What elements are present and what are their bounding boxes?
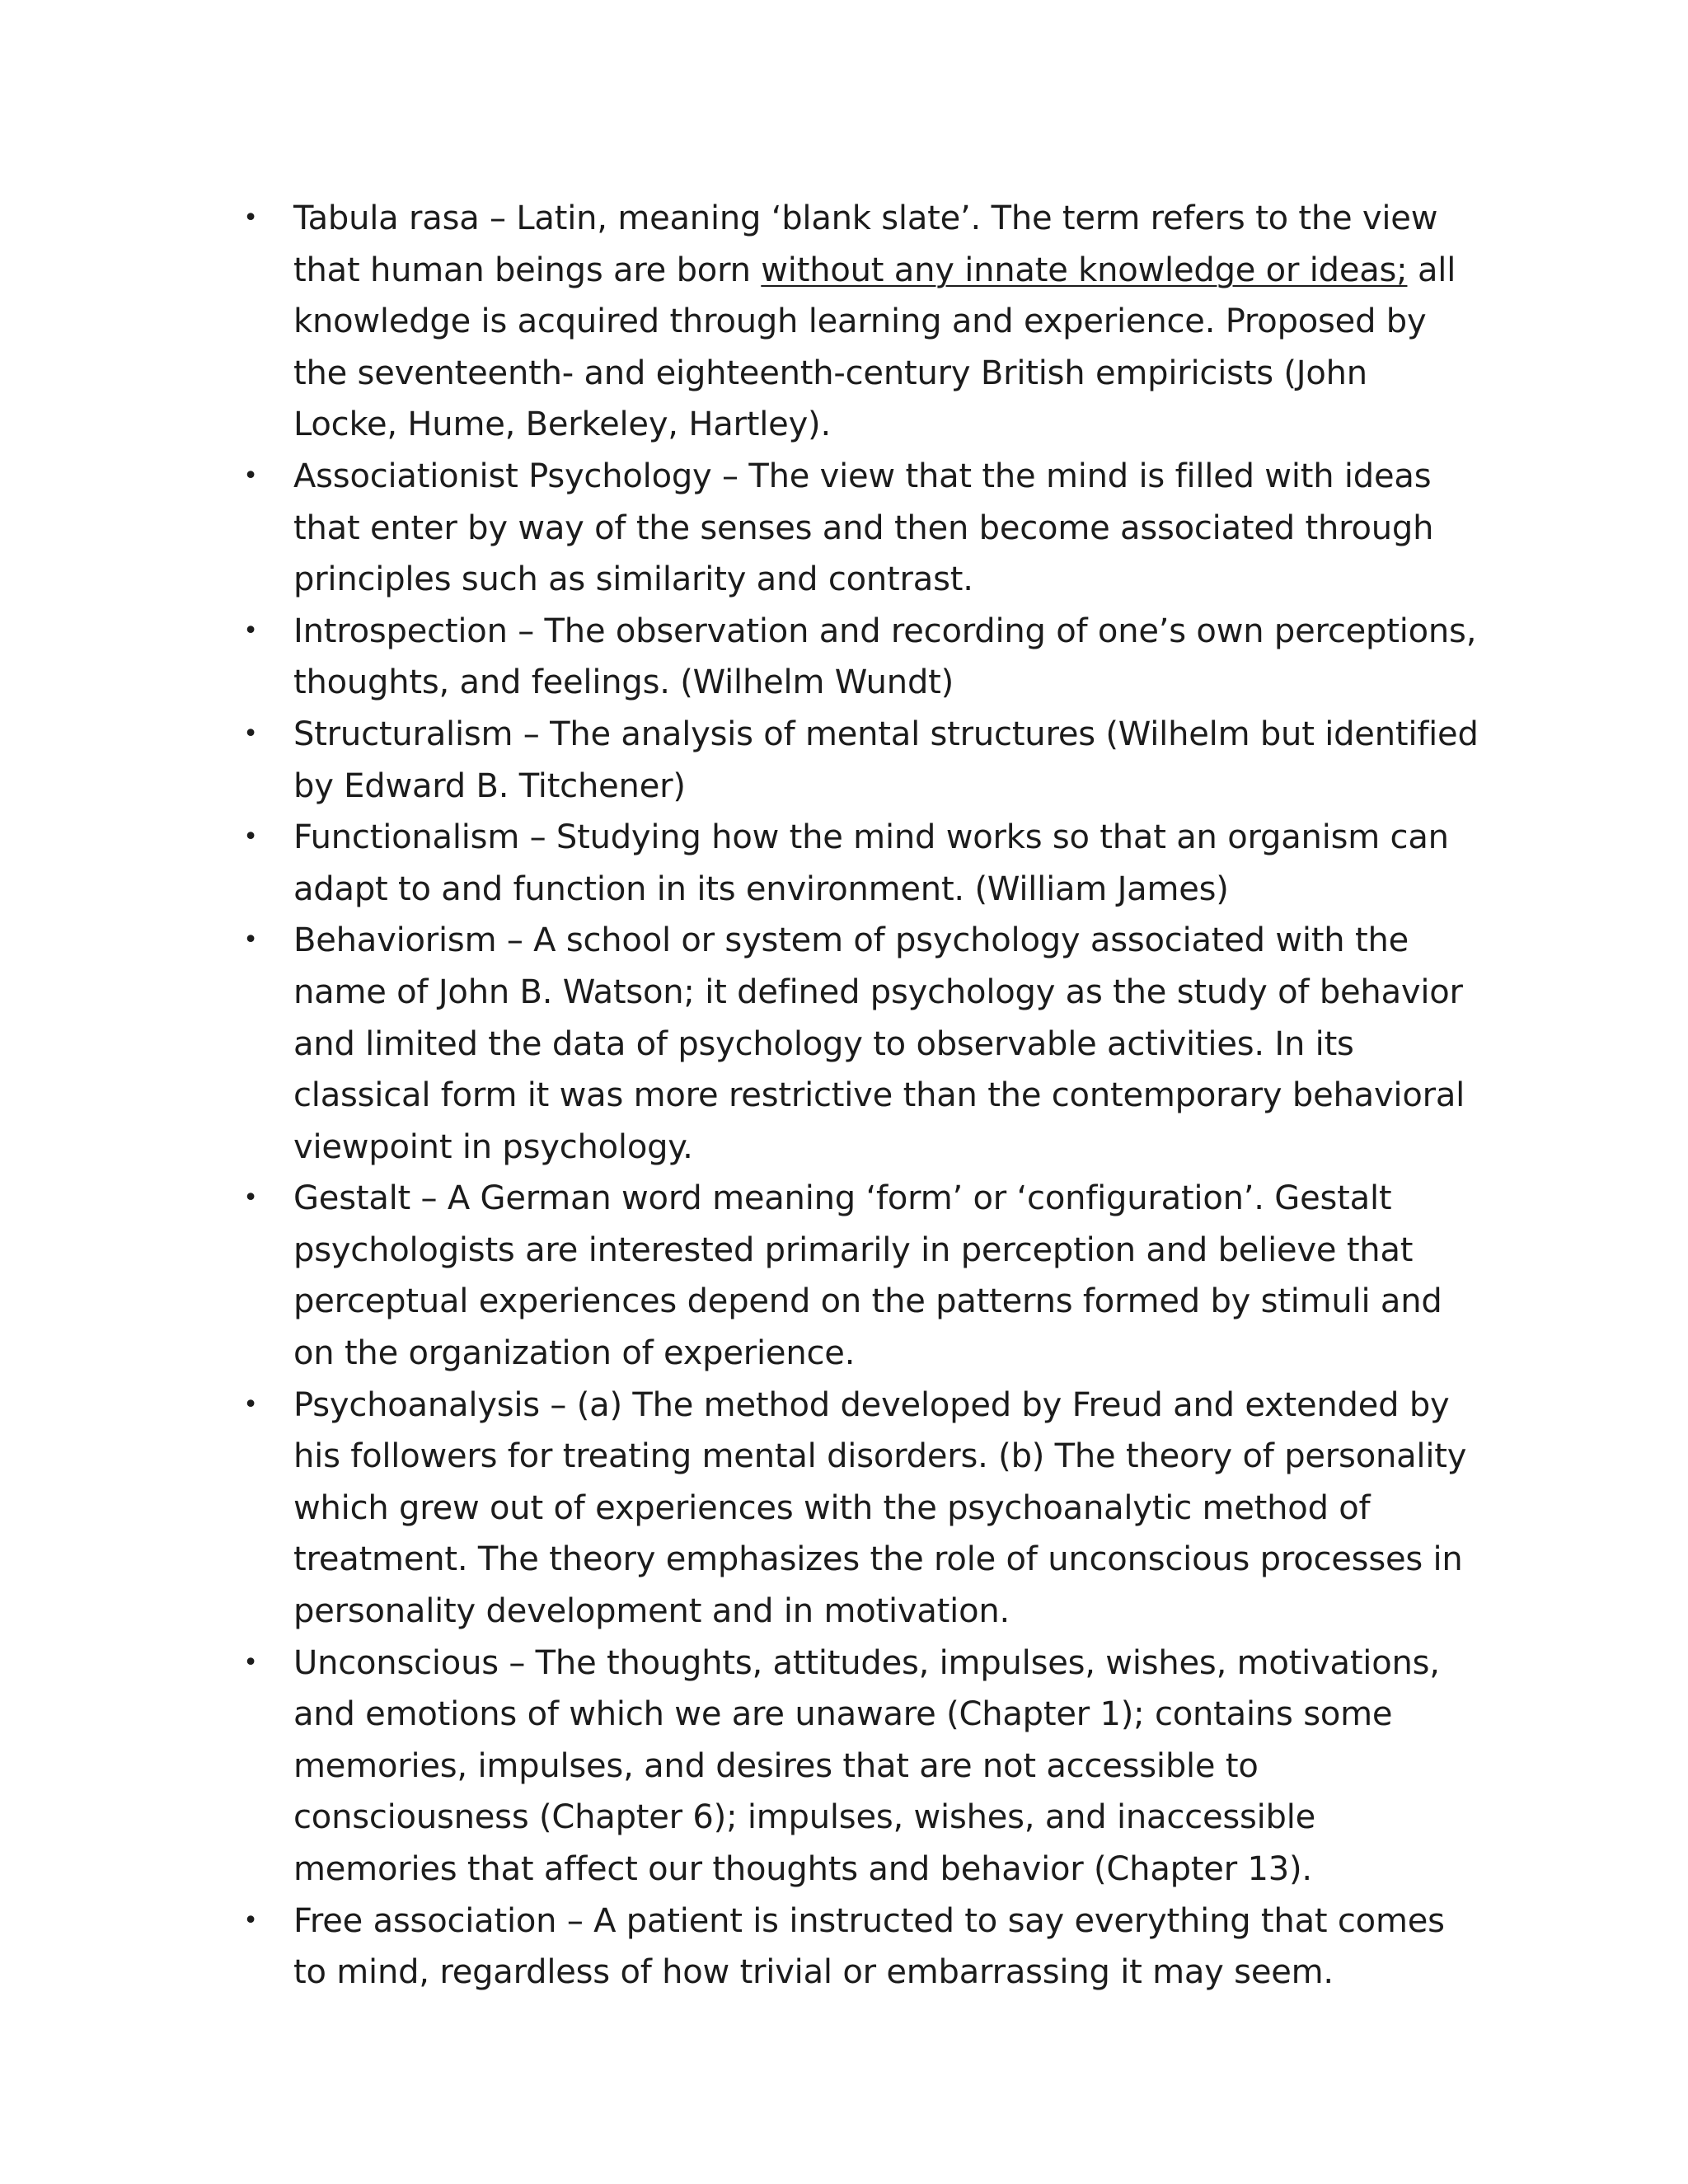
term-text: Gestalt – A German word meaning ‘form’ or ‘configuration’. Gestalt psychologists are interested primarily in perception and believe that perceptual experiences depend on the patterns formed by stimuli and on the organization of experience. (293, 1179, 1442, 1373)
term-text: Behaviorism – A school or system of psychology associated with the name of John B. Watson; it defined psychology as the study of behavior and limited the data of psychology to observable activities. In its classical form it was more restrictive than the contemporary behavioral viewpoint in psychology. (293, 921, 1465, 1166)
bullet-icon: • (243, 719, 258, 748)
term-text: Associationist Psychology – The view that the mind is filled with ideas that enter by way of the senses and then become associated through principles such as similarity and contrast. (293, 457, 1434, 599)
term-text: Introspection – The observation and recording of one’s own perceptions, thoughts, and feelings. (Wilhelm Wundt) (293, 612, 1477, 702)
term-text: Unconscious – The thoughts, attitudes, impulses, wishes, motivations, and emotions of which we are unaware (Chapter 1); contains some memories, impulses, and desires that are not accessible to consciousness (Chapter 6); impulses, wishes, and inaccessible memories that affect our thoughts and behavior (Chapter 13). (293, 1643, 1440, 1888)
bullet-icon: • (243, 1905, 258, 1935)
bullet-icon: • (243, 204, 258, 232)
bullet-icon: • (243, 616, 258, 645)
list-item-structuralism (243, 709, 1480, 812)
glossary-list (243, 193, 1480, 1999)
list-item-associationist-psychology (243, 451, 1480, 606)
bullet-icon: • (243, 1183, 258, 1213)
underlined-phrase: without any innate knowledge or ideas; (761, 251, 1408, 289)
list-item-functionalism (243, 812, 1480, 915)
term-text: Free association – A patient is instructed to say everything that comes to mind, regardless of how trivial or embarrassing it may seem. (293, 1901, 1445, 1992)
list-item-tabula-rasa (243, 193, 1480, 451)
list-item-free-association (243, 1896, 1480, 1999)
bullet-icon: • (243, 823, 258, 852)
list-item-unconscious (243, 1638, 1480, 1896)
term-text: Structuralism – The analysis of mental structures (Wilhelm but identified by Edward B. Titchener) (293, 715, 1479, 805)
term-text: Functionalism – Studying how the mind works so that an organism can adapt to and function in its environment. (William James) (293, 818, 1449, 908)
term-text: Psychoanalysis – (a) The method developed by Freud and extended by his followers for treating mental disorders. (b) The theory of personality which grew out of experiences with the psychoanalytic method of treatment. The theory emphasizes the role of unconscious processes in personality development and in motivation. (293, 1385, 1467, 1631)
list-item-introspection (243, 606, 1480, 709)
bullet-icon: • (243, 1390, 258, 1419)
list-item-psychoanalysis (243, 1380, 1480, 1638)
list-item-behaviorism (243, 915, 1480, 1173)
bullet-icon: • (243, 1647, 258, 1677)
term-text-rest: all knowledge is acquired through learning and experience. Proposed by the seventeenth- and eighteenth-century British empiricists (John Locke, Hume, Berkeley, Hartley). (293, 251, 1456, 444)
bullet-icon: • (243, 926, 258, 955)
bullet-icon: • (243, 461, 258, 490)
list-item-gestalt (243, 1173, 1480, 1379)
term-text: Tabula rasa – Latin, meaning ‘blank slate’. The term refers to the view that human beings are born (293, 199, 1438, 289)
